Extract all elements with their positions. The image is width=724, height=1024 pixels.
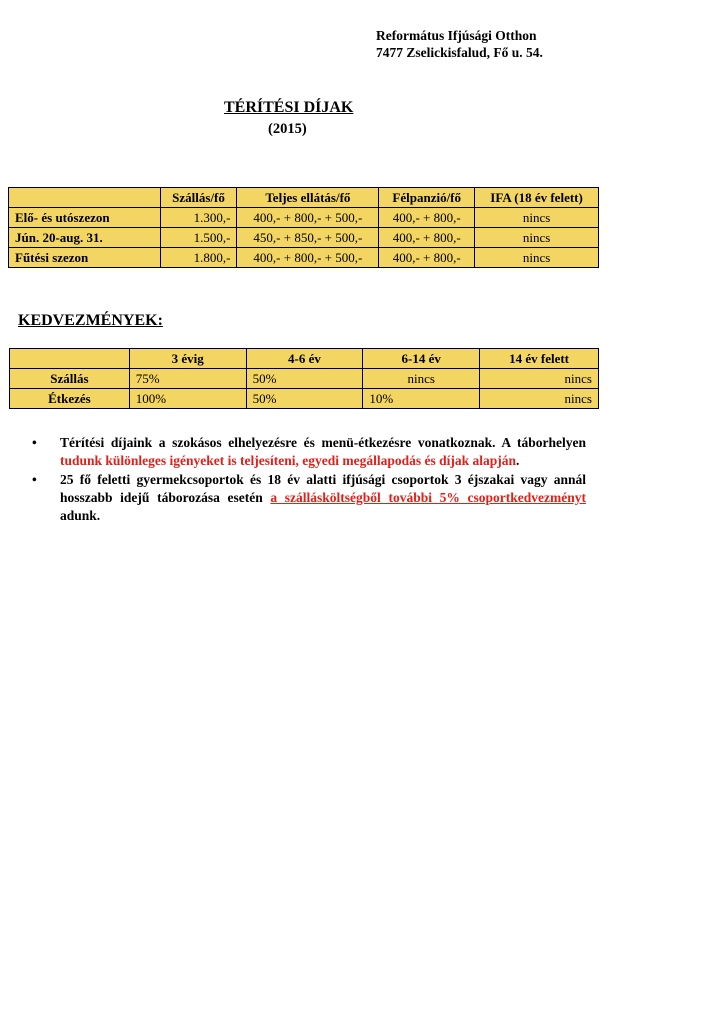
- bullet-icon: •: [32, 435, 37, 450]
- cell-ifa: nincs: [475, 248, 599, 268]
- note-text: Térítési díjaink a szokásos elhelyezésre és menü-étkezésre vonatkoznak. A táborhelyen: [60, 435, 586, 450]
- cell-4-6: 50%: [246, 369, 363, 389]
- cell-3: 75%: [129, 369, 246, 389]
- price-header-felpanzio: Félpanzió/fő: [379, 188, 475, 208]
- cell-szallas: 1.500,-: [160, 228, 237, 248]
- cell-felpanzio: 400,- + 800,-: [379, 248, 475, 268]
- row-label: Elő- és utószezon: [9, 208, 161, 228]
- org-address: 7477 Zselickisfalud, Fő u. 54.: [376, 45, 543, 60]
- note-end: adunk.: [60, 508, 101, 523]
- cell-teljes: 400,- + 800,- + 500,-: [237, 248, 379, 268]
- discount-header-4-6: 4-6 év: [246, 349, 363, 369]
- table-row: [9, 228, 599, 248]
- org-header: [376, 27, 543, 61]
- cell-3: 100%: [129, 389, 246, 409]
- table-row: [9, 248, 599, 268]
- cell-ifa: nincs: [475, 228, 599, 248]
- page-year: (2015): [268, 121, 307, 137]
- list-item: [30, 434, 586, 470]
- page-title: TÉRÍTÉSI DÍJAK: [224, 99, 354, 116]
- price-table: [8, 187, 599, 268]
- cell-14plus: nincs: [480, 369, 599, 389]
- table-row: [9, 208, 599, 228]
- cell-szallas: 1.300,-: [160, 208, 237, 228]
- note-text: 25 fő feletti gyermekcsoportok és 18 év alatti ifjúsági csoportok 3 éjszakai vagy annál hosszabb idejű táborozása esetén: [60, 472, 586, 505]
- note-end: .: [516, 453, 520, 468]
- cell-szallas: 1.800,-: [160, 248, 237, 268]
- bullet-icon: •: [32, 472, 37, 487]
- cell-4-6: 50%: [246, 389, 363, 409]
- discount-header-3: 3 évig: [129, 349, 246, 369]
- price-header-szallas: Szállás/fő: [160, 188, 237, 208]
- list-item: [30, 471, 586, 525]
- table-row: [10, 389, 599, 409]
- org-name: Református Ifjúsági Otthon: [376, 28, 537, 43]
- note-highlight: tudunk különleges igényeket is teljesíteni, egyedi megállapodás és díjak alapján: [60, 453, 517, 468]
- price-table-header: [9, 188, 599, 208]
- row-label: Szállás: [10, 369, 130, 389]
- discount-header-6-14: 6-14 év: [363, 349, 480, 369]
- cell-felpanzio: 400,- + 800,-: [379, 228, 475, 248]
- discount-table-header: [10, 349, 599, 369]
- discount-table: [9, 348, 599, 409]
- table-row: [10, 369, 599, 389]
- discount-header-14plus: 14 év felett: [480, 349, 599, 369]
- cell-14plus: nincs: [480, 389, 599, 409]
- row-label: Fűtési szezon: [9, 248, 161, 268]
- price-header-teljes: Teljes ellátás/fő: [237, 188, 379, 208]
- row-label: Étkezés: [10, 389, 130, 409]
- cell-teljes: 400,- + 800,- + 500,-: [237, 208, 379, 228]
- cell-ifa: nincs: [475, 208, 599, 228]
- price-header-empty: [9, 188, 161, 208]
- cell-6-14: nincs: [363, 369, 480, 389]
- row-label: Jún. 20-aug. 31.: [9, 228, 161, 248]
- notes-list: [30, 434, 586, 526]
- cell-teljes: 450,- + 850,- + 500,-: [237, 228, 379, 248]
- discounts-title: KEDVEZMÉNYEK:: [18, 312, 163, 329]
- cell-6-14: 10%: [363, 389, 480, 409]
- discount-header-empty: [10, 349, 130, 369]
- cell-felpanzio: 400,- + 800,-: [379, 208, 475, 228]
- note-highlight: a szállásköltségből további 5% csoportkedvezményt: [270, 490, 587, 505]
- price-header-ifa: IFA (18 év felett): [475, 188, 599, 208]
